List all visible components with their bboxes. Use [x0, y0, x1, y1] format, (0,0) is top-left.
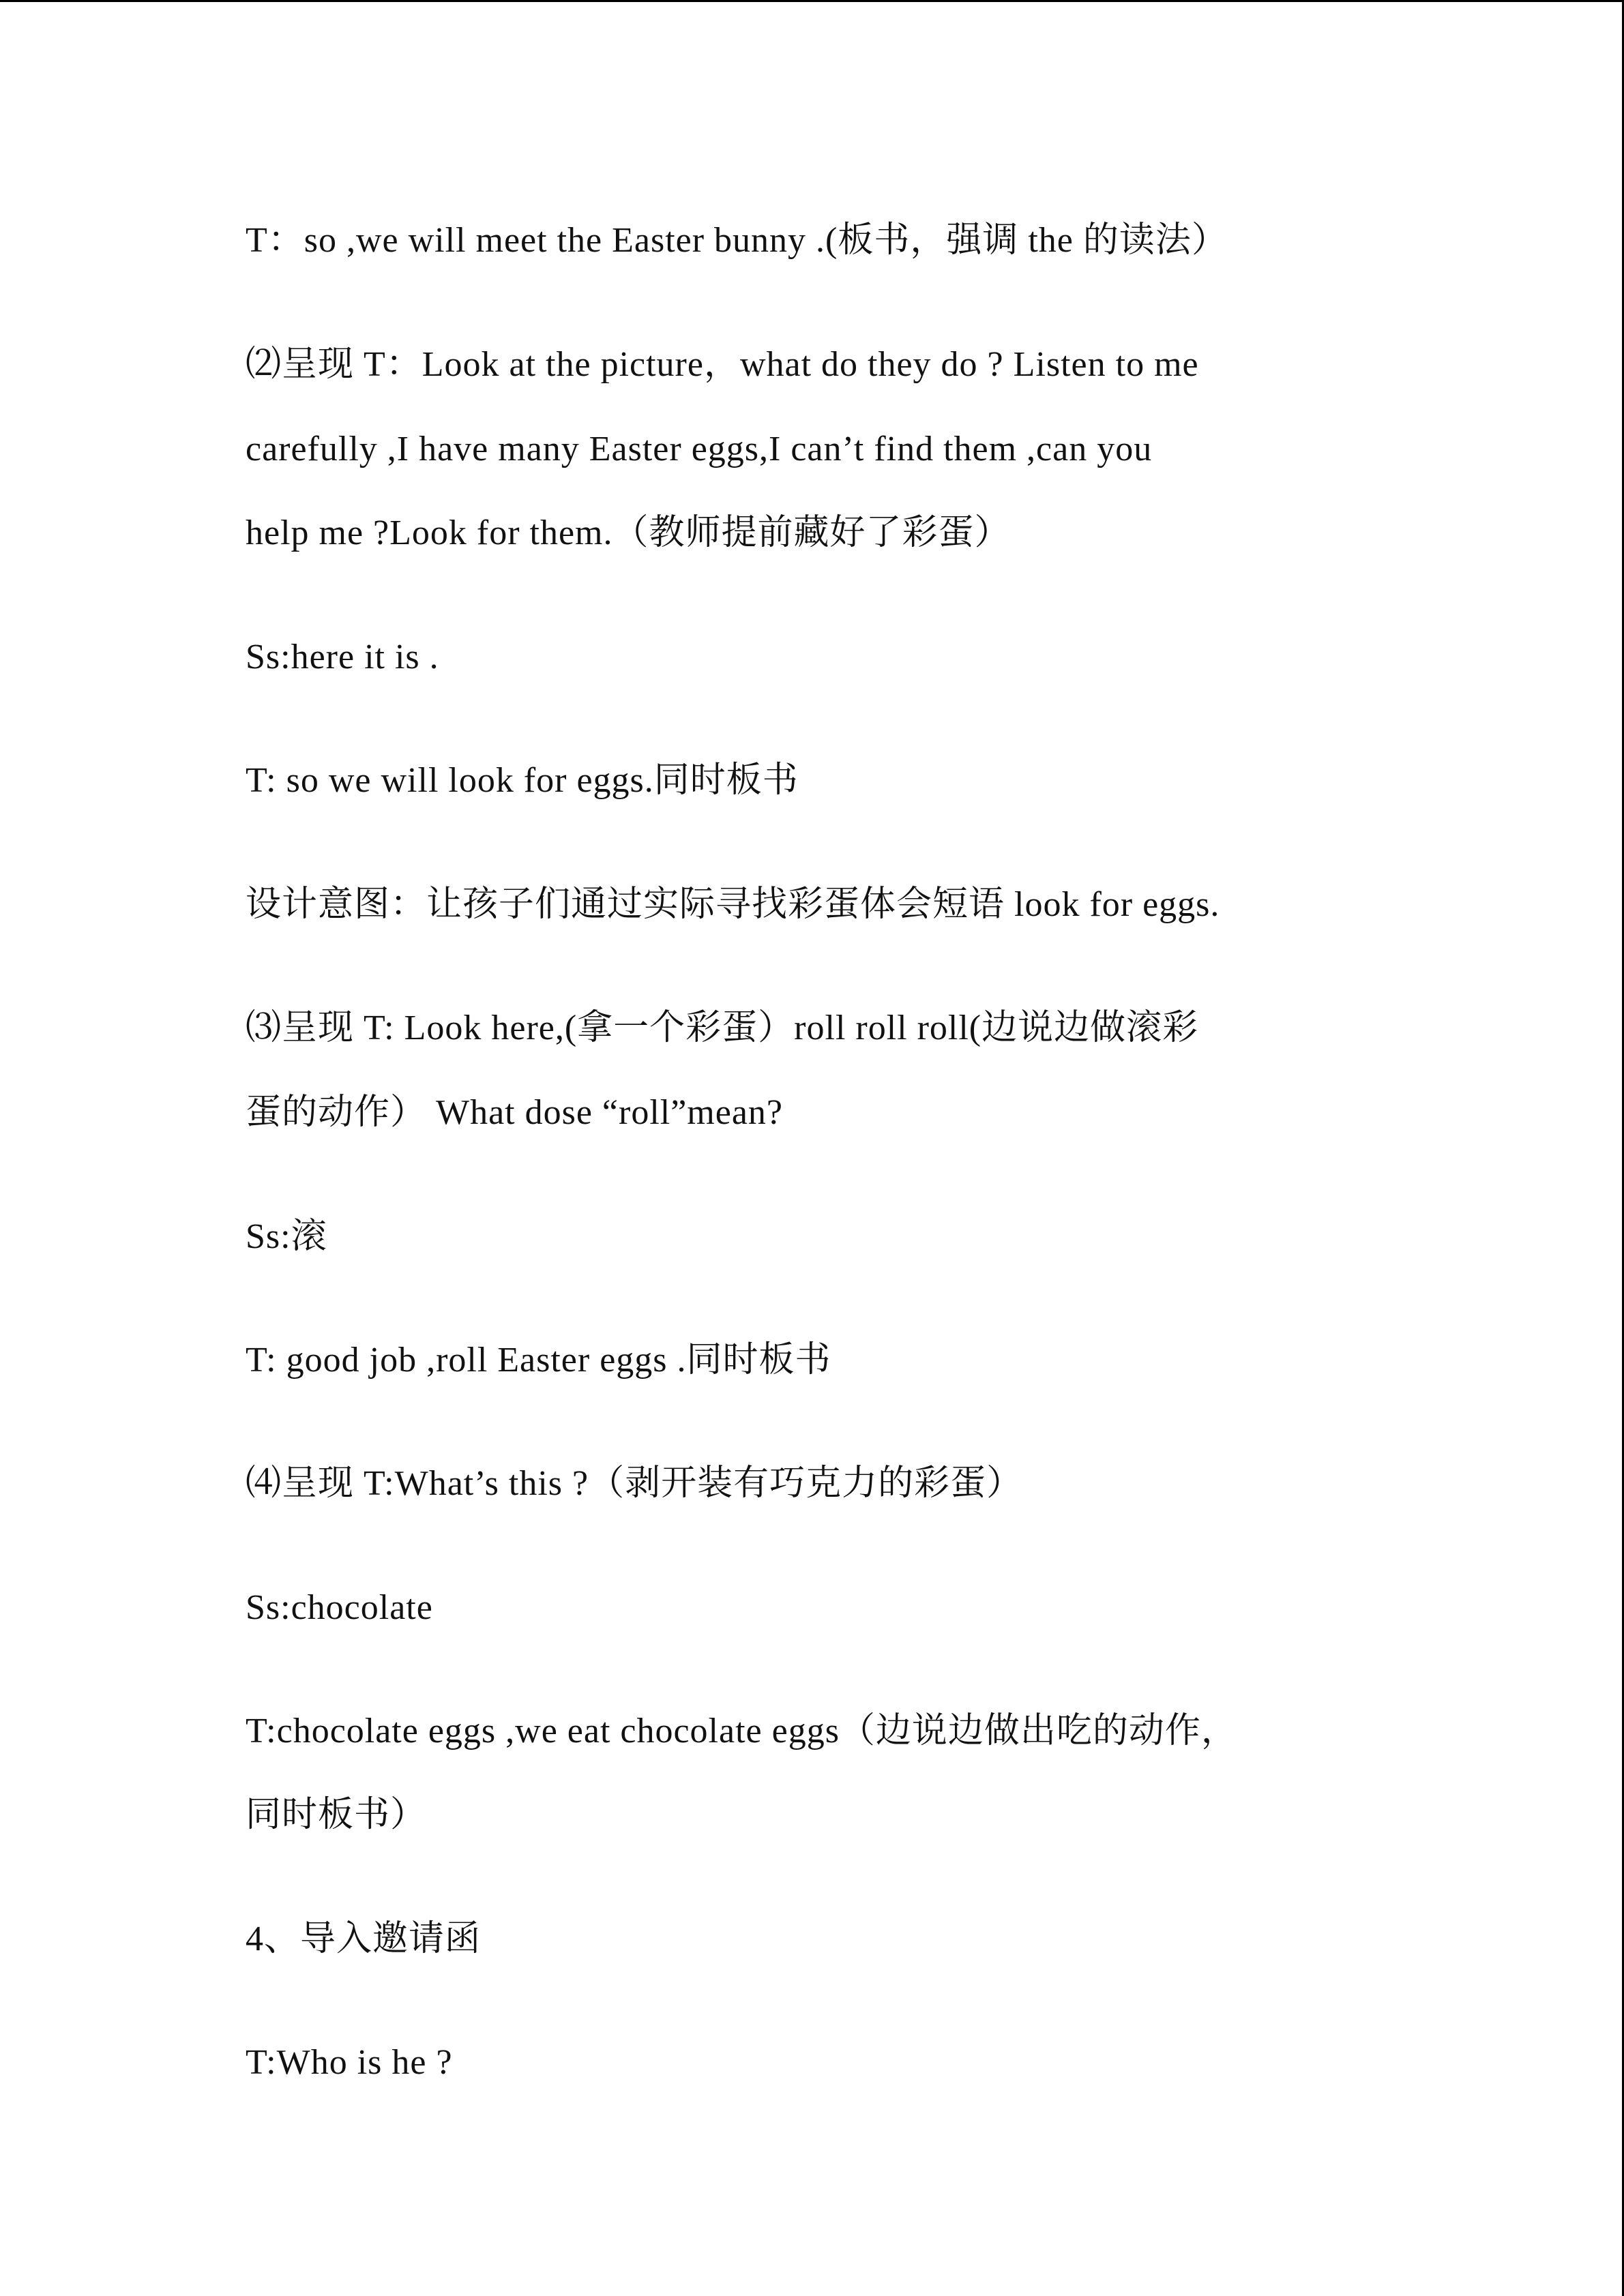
text-line: ⑶呈现 T: Look here,(拿一个彩蛋）roll roll roll(边说边做滚彩 — [246, 1009, 1199, 1047]
text-line: ⑷呈现 T:What’s this ?（剥开装有巧克力的彩蛋） — [246, 1464, 1023, 1503]
text-line: help me ?Look for them.（教师提前藏好了彩蛋） — [246, 513, 1011, 552]
text-line: 同时板书） — [246, 1795, 427, 1834]
text-line: 4、导入邀请函 — [246, 1920, 482, 1958]
text-line: ⑵呈现 T：Look at the picture，what do they do ? Listen to me — [246, 345, 1199, 384]
text-line: T：so ,we will meet the Easter bunny .(板书，强调 the 的读法） — [246, 221, 1228, 260]
text-line: 设计意图：让孩子们通过实际寻找彩蛋体会短语 look for eggs. — [246, 885, 1220, 924]
text-line: Ss:滚 — [246, 1217, 327, 1256]
text-line: carefully ,I have many Easter eggs,I can’t find them ,can you — [246, 430, 1153, 468]
text-line: T: good job ,roll Easter eggs .同时板书 — [246, 1341, 831, 1380]
text-line: Ss:here it is . — [246, 638, 439, 676]
text-line: T: so we will look for eggs.同时板书 — [246, 761, 799, 800]
text-line: T:chocolate eggs ,we eat chocolate eggs（边说边做出吃的动作， — [246, 1712, 1237, 1750]
text-line: T:Who is he ? — [246, 2043, 453, 2082]
text-line: 蛋的动作） What dose “roll”mean? — [246, 1093, 783, 1132]
text-line: Ss:chocolate — [246, 1588, 433, 1627]
